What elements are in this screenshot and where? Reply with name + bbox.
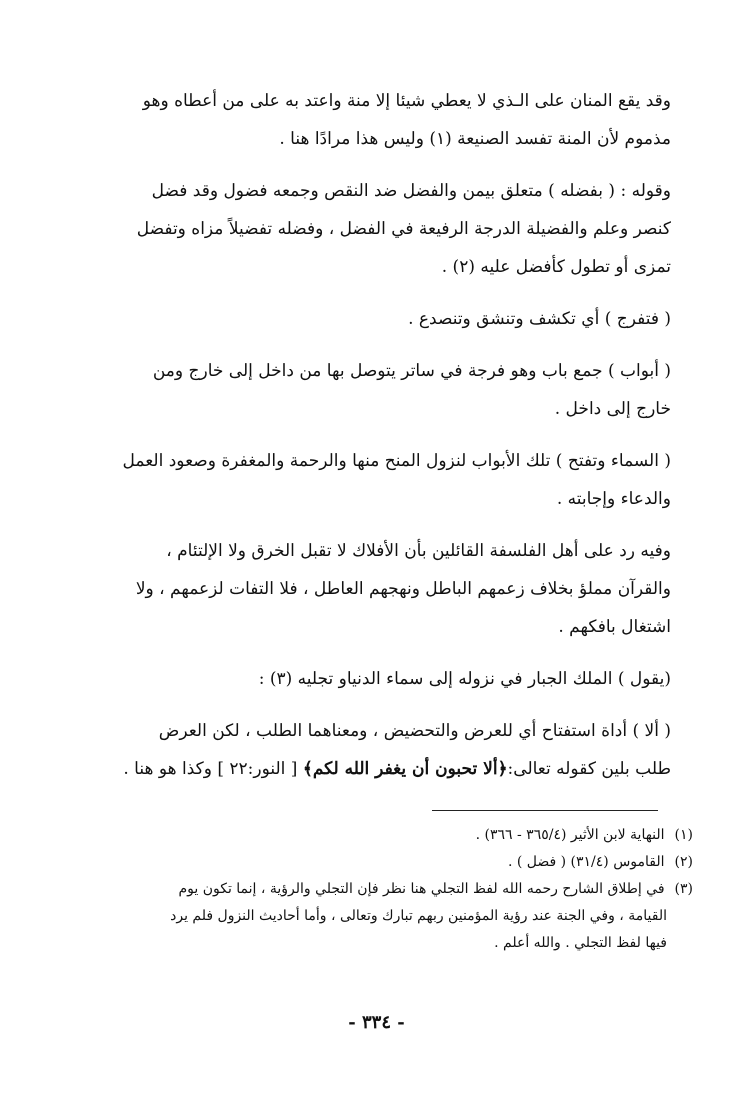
paragraph-6 bbox=[63, 532, 693, 646]
footnote-2 bbox=[63, 849, 693, 876]
text-line: والقرآن مملؤ بخلاف زعمهم الباطل ونهجهم العاطل ، فلا التفات لزعمهم ، ولا bbox=[135, 579, 671, 599]
text-line bbox=[63, 750, 693, 788]
footnote-text: في إطلاق الشارح رحمه الله لفظ التجلي هنا نظر فإن التجلي والرؤية ، إنما تكون يوم bbox=[178, 881, 665, 897]
paragraph-4 bbox=[63, 352, 693, 428]
footnote-text: القاموس (٣١/٤) ( فضل ) . bbox=[507, 854, 665, 870]
paragraph-1 bbox=[63, 82, 693, 158]
footnote-separator bbox=[432, 810, 658, 811]
paragraph-2 bbox=[63, 172, 693, 286]
text-line: والدعاء وإجابته . bbox=[556, 489, 671, 509]
footnote-1 bbox=[63, 822, 693, 849]
footnote-number: (٢) bbox=[674, 854, 693, 870]
text-line: ( السماء وتفتح ) تلك الأبواب لنزول المنح منها والرحمة والمغفرة وصعود العمل bbox=[122, 451, 671, 471]
text-line: ( فتفرج ) أي تكشف وتنشق وتنصدع . bbox=[408, 309, 671, 329]
text-line: وقد يقع المنان على الـذي لا يعطي شيئا إلا منة واعتد به على من أعطاه وهو bbox=[142, 91, 671, 111]
footnote-number: (٣) bbox=[674, 881, 693, 897]
text-segment: طلب بلين كقوله تعالى: bbox=[507, 759, 671, 779]
text-line: وقوله : ( بفضله ) متعلق بيمن والفضل ضد النقص وجمعه فضول وقد فضل bbox=[151, 181, 671, 201]
text-line: خارج إلى داخل . bbox=[554, 399, 671, 419]
paragraph-3 bbox=[63, 300, 693, 338]
text-line: كنصر وعلم والفضيلة الدرجة الرفيعة في الفضل ، وفضله تفضيلاً مزاه وتفضل bbox=[136, 219, 671, 239]
text-line: اشتغال بافكهم . bbox=[558, 617, 671, 637]
quran-quote: ﴿ألا تحبون أن يغفر الله لكم﴾ bbox=[302, 759, 508, 779]
text-line: ( أبواب ) جمع باب وهو فرجة في ساتر يتوصل بها من داخل إلى خارج ومن bbox=[152, 361, 671, 381]
footnotes bbox=[63, 822, 693, 957]
text-line: ( ألا ) أداة استفتاح أي للعرض والتحضيض ، ومعناهما الطلب ، لكن العرض bbox=[158, 721, 671, 741]
paragraph-5 bbox=[63, 442, 693, 518]
text-line: تمزى أو تطول كأفضل عليه (٢) . bbox=[441, 257, 671, 277]
text-segment: [ النور:٢٢ ] وكذا هو هنا . bbox=[123, 759, 303, 779]
footnote-text: النهاية لابن الأثير (٣٦٥/٤ - ٣٦٦) . bbox=[475, 827, 665, 843]
text-line: وفيه رد على أهل الفلسفة القائلين بأن الأفلاك لا تقبل الخرق ولا الإلتئام ، bbox=[166, 541, 671, 561]
paragraph-8 bbox=[63, 712, 693, 788]
page-number: - ٣٣٤ - bbox=[348, 1012, 405, 1033]
footnote-3 bbox=[63, 876, 693, 957]
footnote-text: القيامة ، وفي الجنة عند رؤية المؤمنين ربهم تبارك وتعالى ، وأما أحاديث النزول فلم يرد bbox=[170, 908, 667, 924]
text-line: مذموم لأن المنة تفسد الصنيعة (١) وليس هذا مرادًا هنا . bbox=[279, 129, 671, 149]
main-text bbox=[63, 82, 693, 802]
paragraph-7 bbox=[63, 660, 693, 698]
text-line: (يقول ) الملك الجبار في نزوله إلى سماء الدنياو تجليه (٣) : bbox=[258, 669, 671, 689]
footnote-text: فيها لفظ التجلي . والله أعلم . bbox=[494, 935, 667, 951]
footnote-number: (١) bbox=[674, 827, 693, 843]
